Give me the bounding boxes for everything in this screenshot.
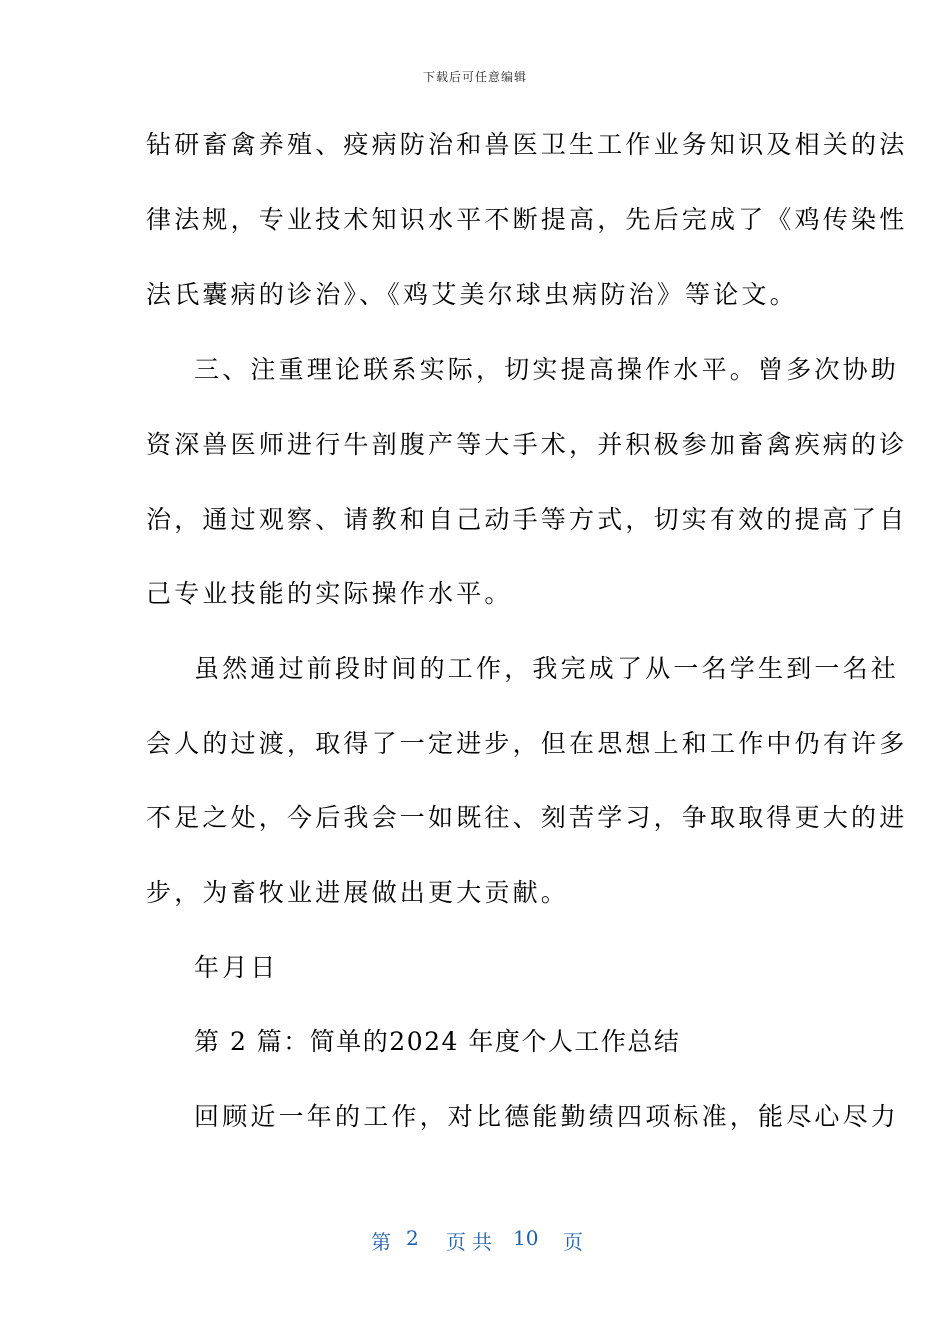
footer-total-pages: 10 <box>513 1226 539 1250</box>
page-footer <box>0 1226 950 1256</box>
paragraph-line: 己专业技能的实际操作水平。 <box>146 579 513 608</box>
footer-label-mid: 页共 <box>446 1230 498 1254</box>
paragraph-line: 步，为畜牧业进展做出更大贡献。 <box>146 878 570 907</box>
footer-label-prefix: 第 <box>371 1230 391 1254</box>
footer-label-suffix: 页 <box>563 1230 583 1254</box>
paragraph-line: 律法规，专业技术知识水平不断提高，先后完成了《鸡传染性 <box>146 205 908 234</box>
paragraph-line: 治，通过观察、请教和自己动手等方式，切实有效的提高了自 <box>146 505 908 534</box>
paragraph-line: 资深兽医师进行牛剖腹产等大手术，并积极参加畜禽疾病的诊 <box>146 430 908 459</box>
paragraph-line: 回顾近一年的工作，对比德能勤绩四项标准，能尽心尽力 <box>194 1102 900 1131</box>
paragraph-line: 三、注重理论联系实际，切实提高操作水平。曾多次协助 <box>194 355 900 384</box>
section-heading: 第 2 篇：简单的2024 年度个人工作总结 <box>194 1027 681 1056</box>
paragraph-line: 钻研畜禽养殖、疫病防治和兽医卫生工作业务知识及相关的法 <box>146 130 908 159</box>
paragraph-line: 法氏囊病的诊治》、《鸡艾美尔球虫病防治》等论文。 <box>146 280 798 309</box>
paragraph-line: 会人的过渡，取得了一定进步，但在思想上和工作中仍有许多 <box>146 729 908 758</box>
paragraph-line: 不足之处，今后我会一如既往、刻苦学习，争取取得更大的进 <box>146 803 908 832</box>
paragraph-line: 虽然通过前段时间的工作，我完成了从一名学生到一名社 <box>194 654 900 683</box>
date-line: 年月日 <box>194 953 279 982</box>
footer-current-page: 2 <box>406 1226 419 1250</box>
page-header-note: 下载后可任意编辑 <box>422 70 527 84</box>
